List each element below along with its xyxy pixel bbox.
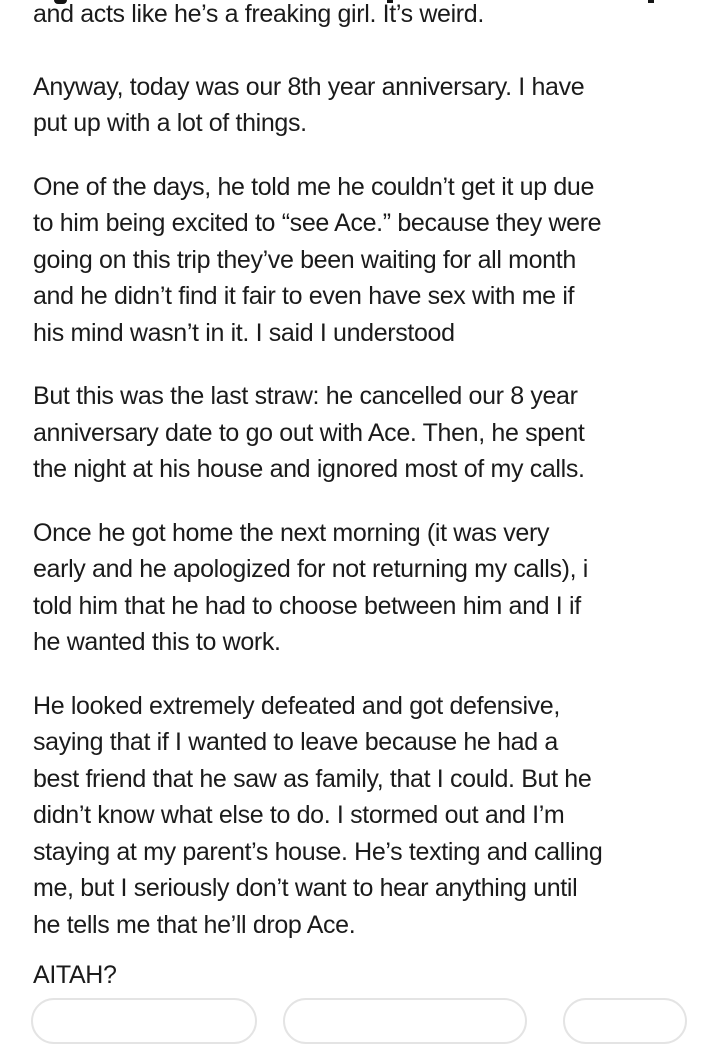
post-text-line: and acts like he’s a freaking girl. It’s weird.: [33, 0, 484, 28]
post-text-line: he tells me that he’ll drop Ace.: [33, 910, 356, 939]
post-text-line: me, but I seriously don’t want to hear anything until: [33, 874, 578, 902]
action-chip[interactable]: [563, 998, 687, 1044]
post-text-line: He looked extremely defeated and got defensive,: [33, 691, 560, 720]
action-chip[interactable]: [31, 998, 257, 1044]
post-paragraph: [33, 515, 700, 661]
post-text-line: anniversary date to go out with Ace. Then, he spent: [33, 418, 585, 447]
post-text-line: But this was the last straw: he cancelled our 8 year: [33, 382, 578, 410]
post-text-line: One of the days, he told me he couldn’t get it up due: [33, 172, 595, 201]
post-text-line: the night at his house and ignored most of my calls.: [33, 455, 585, 483]
post-text-line: to him being excited to “see Ace.” because they were: [33, 209, 602, 237]
post-text-line: his mind wasn’t in it. I said I understood: [33, 318, 455, 347]
post-text-line: saying that if I wanted to leave because he had a: [33, 728, 558, 756]
post-paragraph: [33, 378, 700, 488]
post-text-line: staying at my parent’s house. He’s texting and calling: [33, 837, 603, 866]
post-paragraph: [33, 169, 700, 352]
post-paragraph: [33, 688, 700, 944]
post-text-line: told him that he had to choose between him and I if: [33, 591, 581, 620]
post-text-line: he wanted this to work.: [33, 628, 281, 656]
post-text-line: Anyway, today was our 8th year anniversary. I have: [33, 72, 585, 101]
post-text-line: early and he apologized for not returning my calls), i: [33, 555, 589, 583]
post-paragraph: [33, 0, 700, 33]
post-body-text: [33, 0, 700, 1021]
post-text-line: going on this trip they’ve been waiting for all month: [33, 245, 576, 274]
post-paragraph: [33, 69, 700, 142]
post-closing-question: AITAH?: [33, 961, 117, 989]
post-text-line: put up with a lot of things.: [33, 109, 307, 137]
post-text-line: and he didn’t find it fair to even have sex with me if: [33, 282, 575, 310]
action-chip[interactable]: [283, 998, 527, 1044]
post-text-line: Once he got home the next morning (it was very: [33, 518, 550, 547]
post-text-line: best friend that he saw as family, that I could. But he: [33, 764, 592, 793]
post-text-line: didn’t know what else to do. I stormed out and I’m: [33, 801, 565, 829]
